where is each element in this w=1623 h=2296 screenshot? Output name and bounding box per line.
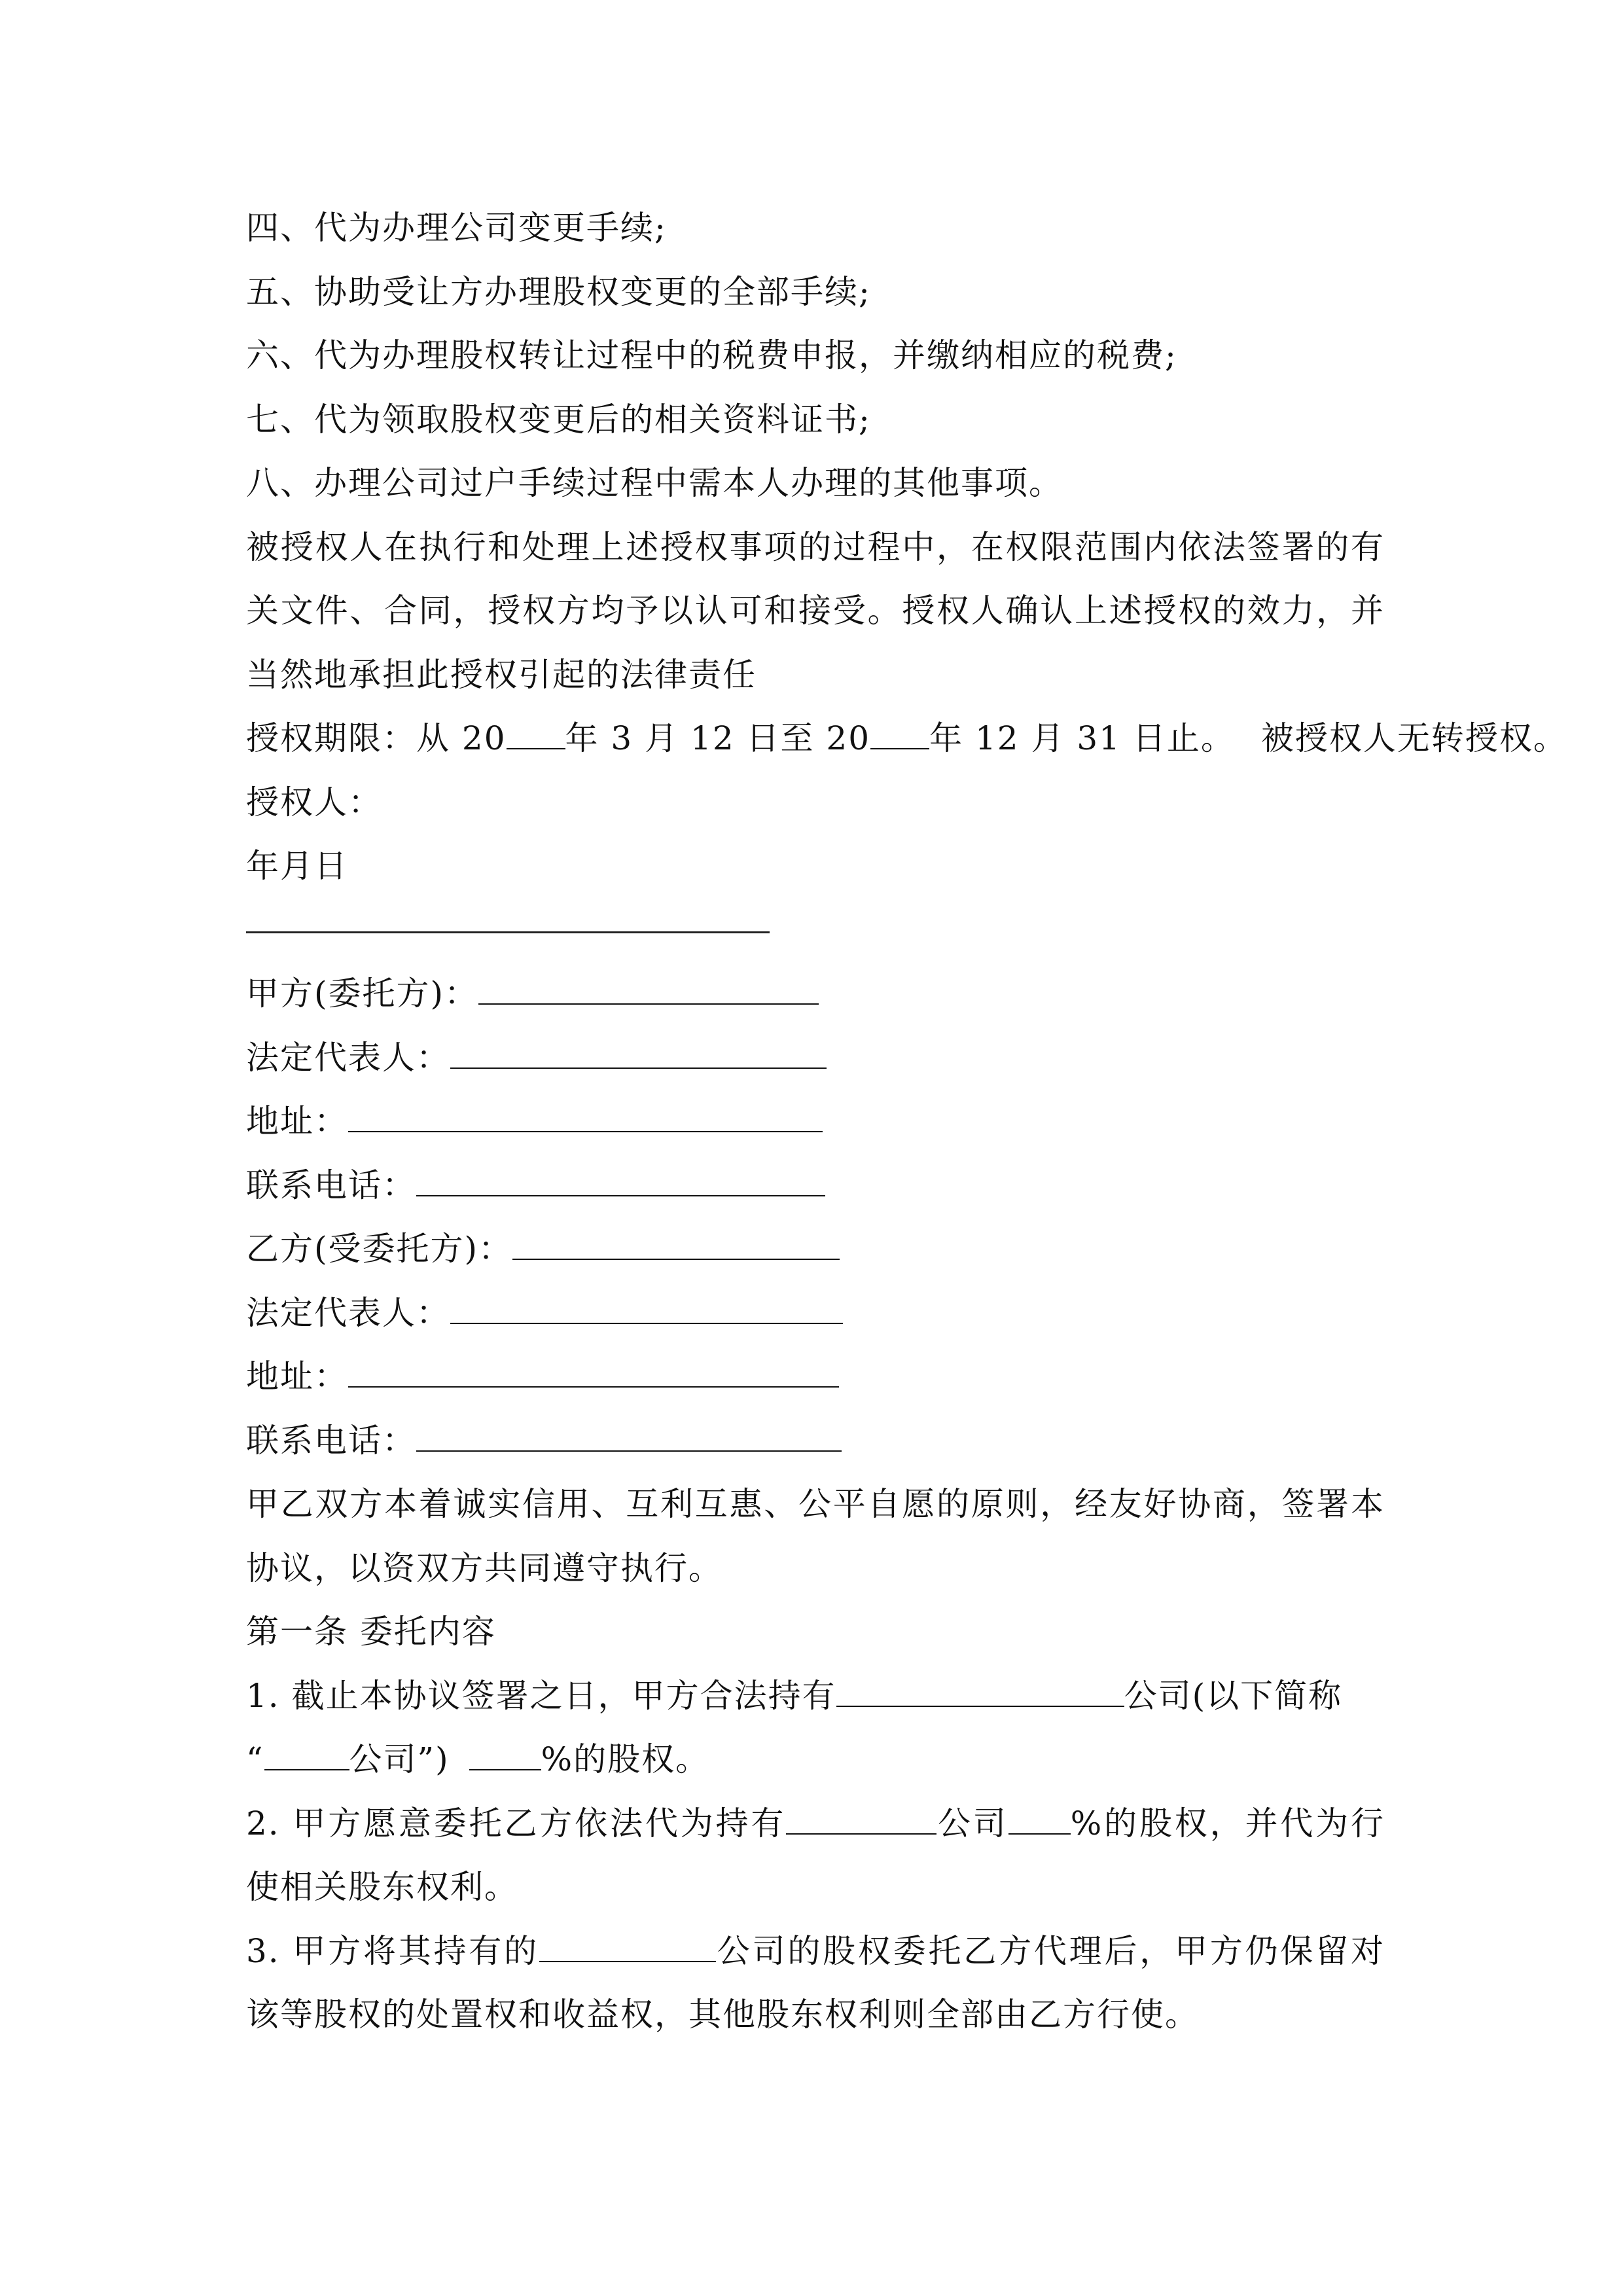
grantor-label: 授权人： (246, 783, 382, 821)
clause-3 (246, 1920, 1385, 2047)
party-b-rep-field[interactable] (450, 1285, 843, 1324)
clause-1-text-e: %的股权。 (541, 1740, 710, 1778)
clause-3-text-a: 3. 甲方将其持有的 (246, 1931, 539, 1970)
clause-1-company-blank[interactable] (836, 1668, 1124, 1707)
party-a-title-row (246, 962, 1385, 1026)
party-a-rep-row (246, 1026, 1385, 1090)
preamble-paragraph: 甲乙双方本着诚实信用、互利互惠、公平自愿的原则，经友好协商，签署本协议，以资双方共同遵守执行。 (246, 1485, 1385, 1587)
party-b-address-label: 地址： (246, 1357, 348, 1395)
period-note: 被授权人无转授权。 (1260, 719, 1567, 757)
year-blank-1[interactable] (507, 710, 565, 749)
clause-1-open-quote: “ (246, 1740, 264, 1778)
party-b-phone-label: 联系电话： (246, 1421, 416, 1460)
item-7: 七、代为领取股权变更后的相关资料证书; (246, 400, 871, 439)
clause-1 (246, 1664, 1385, 1792)
party-a-phone-row (246, 1154, 1385, 1218)
document-page (246, 196, 1567, 2047)
clause-3-text-b: 公司的股权委托乙方代理后，甲方仍保留对该等股权的处置权和收益权，其他股东权利则全部由乙方行使。 (246, 1931, 1385, 2034)
party-b-address-row (246, 1345, 1385, 1409)
party-a-name-field[interactable] (478, 965, 819, 1005)
clause-2-company-blank[interactable] (786, 1795, 936, 1835)
item-6: 六、代为办理股权转让过程中的税费申报，并缴纳相应的税费; (246, 336, 1177, 374)
party-b-rep-row (246, 1282, 1385, 1346)
party-b-title-row (246, 1217, 1385, 1282)
party-b-name-field[interactable] (512, 1221, 840, 1260)
period-year2-suffix: 年 12 月 31 日止。 (929, 719, 1235, 757)
clause-2 (246, 1792, 1385, 1920)
party-a-rep-label: 法定代表人： (246, 1038, 450, 1077)
year-blank-2[interactable] (870, 710, 929, 749)
period-year1-suffix: 年 3 月 12 日至 20 (565, 719, 871, 757)
clause-1-text-b: 公司(以下简称 (1124, 1676, 1343, 1715)
party-a-rep-field[interactable] (450, 1030, 827, 1069)
article-one-heading: 第一条 委托内容 (246, 1613, 496, 1651)
authorization-period (246, 707, 1567, 771)
item-8: 八、办理公司过户手续过程中需本人办理的其他事项。 (246, 464, 1063, 502)
party-b-rep-label: 法定代表人： (246, 1293, 450, 1332)
item-5: 五、协助受让方办理股权变更的全部手续; (246, 272, 871, 311)
party-a-address-field[interactable] (348, 1093, 823, 1132)
clause-2-percent-blank[interactable] (1008, 1795, 1071, 1835)
clause-1-short-name-blank[interactable] (264, 1731, 349, 1770)
item-4: 四、代为办理公司变更手续; (246, 209, 667, 247)
clause-1-text-a: 1. 截止本协议签署之日，甲方合法持有 (246, 1676, 836, 1715)
party-a-address-row (246, 1090, 1385, 1154)
party-a-phone-field[interactable] (416, 1157, 825, 1196)
party-a-phone-label: 联系电话： (246, 1166, 416, 1204)
divider-rule (246, 931, 770, 933)
date-label: 年月日 (246, 847, 348, 885)
clause-2-text-a: 2. 甲方愿意委托乙方依法代为持有 (246, 1804, 787, 1842)
clause-3-company-blank[interactable] (539, 1923, 716, 1962)
party-b-phone-field[interactable] (416, 1412, 842, 1452)
clause-1-text-d: 公司”) (349, 1740, 450, 1778)
clause-1-percent-blank[interactable] (469, 1731, 541, 1770)
clause-2-text-b: 公司 (936, 1804, 1008, 1842)
confirmation-paragraph: 被授权人在执行和处理上述授权事项的过程中，在权限范围内依法签署的有关文件、合同，授权方均予以认可和接受。授权人确认上述授权的效力，并当然地承担此授权引起的法律责任 (246, 528, 1385, 694)
clause-2-text-c: %的股权，并代为行使相关股东权利。 (246, 1804, 1385, 1906)
party-b-title: 乙方(受委托方)： (246, 1230, 513, 1268)
party-a-address-label: 地址： (246, 1102, 348, 1140)
party-b-phone-row (246, 1409, 1385, 1473)
party-a-title: 甲方(委托方)： (246, 975, 479, 1013)
party-b-address-field[interactable] (348, 1348, 839, 1388)
section-divider (246, 899, 1385, 963)
period-label: 授权期限：从 20 (246, 719, 507, 757)
